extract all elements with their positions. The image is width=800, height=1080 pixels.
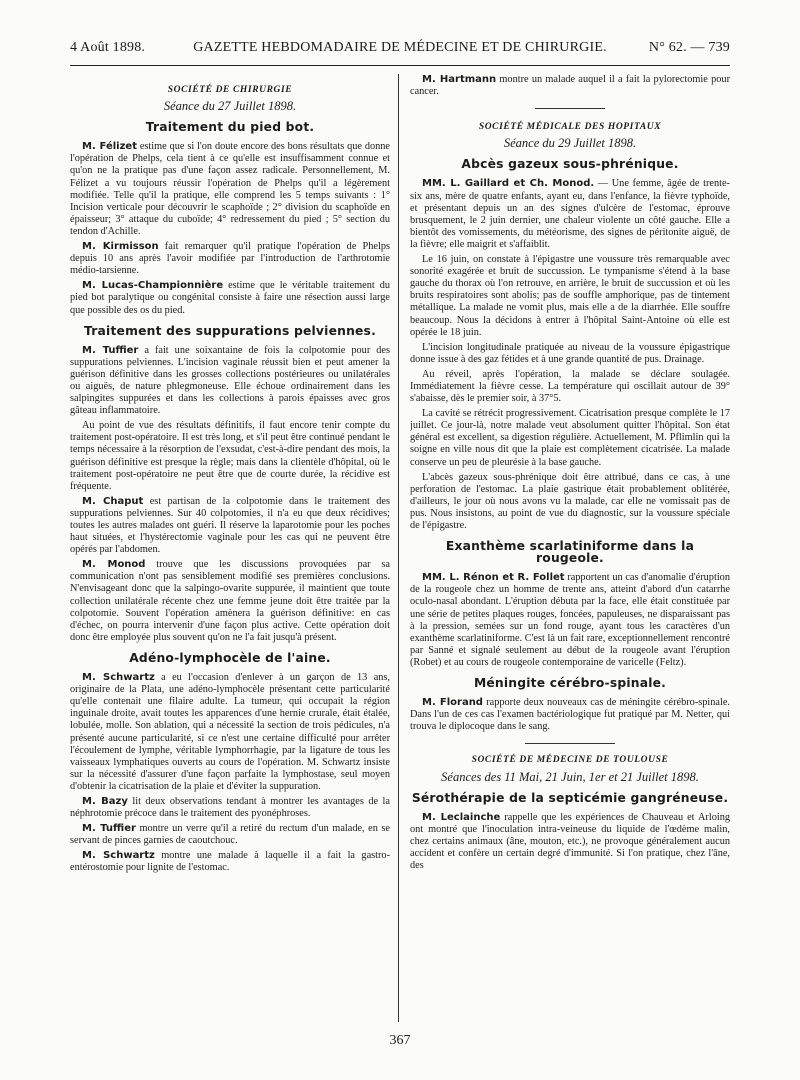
paragraph [70, 850, 390, 874]
paragraph: La cavité se rétrécit progressivement. Cicatrisation presque complète le 17 juillet. Ce jour-là, notre malade veut absolument quitter l'hôpital. Son état général est excellent, sa digestion régulière. Actuellement, M. Pflimlin qui la soigne en ville nous dit que la plaie est complètement cicatrisée. La malade conserve un peu de pleurésie à la base gauche. [410, 408, 730, 468]
paragraph-text: lit deux observations tendant à montrer les avantages de la néphrotomie précoce dans le traitement des pyonéphroses. [70, 795, 390, 820]
paragraph-text: rapporte deux nouveaux cas de méningite cérébro-spinale. Dans l'un de ces cas l'examen bactériologique fut pratiqué par M. Netter, qui trouva le diplocoque dans le sang. [410, 697, 730, 733]
paragraph: L'abcès gazeux sous-phrénique doit être attribué, dans ce cas, à une perforation de l'estomac. La plaie gastrique était probablement oblitérée, d'ailleurs, le jour où nous avons vu la malade, car elle ne vomissait pas de pus. Nous insistons, au point de vue du diagnostic, sur la voussure spéciale de l'épigastre. [410, 471, 730, 531]
society-heading: SOCIÉTÉ MÉDICALE DES HOPITAUX [478, 122, 662, 133]
section-title: Traitement des suppurations pelviennes. [84, 323, 376, 338]
paragraph-text: rappelle que les expériences de Chauveau et Arloing ont montré que l'inoculation intra-veineuse du liquide de l'œdème malin, chez certains animaux (âne, mouton, etc.), ne provoque généralement aucun accident et confère un certain degré d'immunité. Si l'on pratique, chez l'âne, des [410, 811, 730, 872]
speaker-name: M. Chaput [82, 495, 144, 507]
paragraph-text: fait remarquer qu'il pratique l'opération de Phelps depuis 10 ans après l'avoir modifiée par l'introduction de l'arthrotomie médio-tarsienne. [70, 241, 390, 277]
speaker-name: M. Hartmann [422, 74, 497, 85]
session-date: Séance du 29 Juillet 1898. [503, 136, 637, 151]
speaker-name: M. Tuffier [82, 823, 136, 835]
paragraph [70, 241, 390, 277]
speaker-name: M. Monod [82, 559, 146, 571]
section-divider [525, 743, 615, 744]
section-title: Méningite cérébro-spinale. [473, 676, 667, 691]
section-title: Sérothérapie de la septicémie gangréneuse. [411, 790, 729, 805]
paragraph [70, 141, 390, 238]
speaker-name: M. Schwartz [82, 672, 155, 684]
header-rule [70, 65, 730, 66]
page-number: 367 [389, 1033, 411, 1048]
paragraph-text: a fait une soixantaine de fois la colpotomie pour des suppurations pelviennes. L'incision vaginale réussit bien et peut amener la guérison définitive dans les grosses collections postérieures ou unilatérales ou aiguës, de nature phlegmoneuse. Elle échoue ordinairement dans les salpingites suppurées et dans les collections à parois épaisses avec gros gâteau inflammatoire. [70, 344, 390, 417]
paragraph-text: — Une femme, âgée de trente-six ans, mère de quatre enfants, ayant eu, dans l'enfance, la fièvre typhoïde, et présentant depuis un an des signes d'ulcère de l'estomac, éprouve brusquement, le 2 juin dernier, une chaleur violente un côté gauche. Elle a bientôt des vomissements, du météorisme, des signes de péritonite aiguë, de la fièvre; elle maigrit et s'affaiblit. [410, 178, 730, 250]
speaker-name: M. Bazy [82, 795, 128, 807]
paragraph [410, 572, 730, 669]
left-column [70, 74, 390, 1024]
society-heading: SOCIÉTÉ DE CHIRURGIE [167, 85, 293, 95]
paragraph [410, 178, 730, 251]
paragraph [410, 812, 730, 872]
section-title: Abcès gazeux sous-phrénique. [461, 157, 679, 172]
section-divider [535, 108, 605, 109]
section-title: Adéno-lymphocèle de l'aine. [129, 650, 331, 665]
paragraph [70, 559, 390, 644]
speaker-name: MM. L. Rénon et R. Follet [422, 572, 565, 584]
running-header [70, 40, 730, 58]
speaker-name: M. Tuffier [82, 344, 139, 356]
paragraph [70, 345, 390, 418]
paragraph [410, 74, 730, 98]
paragraph: Le 16 juin, on constate à l'épigastre une voussure très remarquable avec sonorité exagérée et bruit de succussion. Le tympanisme s'étend à la base gauche du thorax où l'on retrouve, en arrière, le bruit de succussion et où les bruits respiratoires sont abolis; pas de souffle amphorique, pas de tintement métallique. La malade ne vomit plus, mais elle a de la diarrhée. Elle souffre beaucoup. Nous la décidons à entrer à l'hôpital Saint-Antoine où elle est opérée le 18 juin. [410, 254, 730, 338]
header-date: 4 Août 1898. [70, 40, 146, 55]
paragraph [70, 796, 390, 820]
header-journal-title: GAZETTE HEBDOMADAIRE DE MÉDECINE ET DE CHIRURGIE. [193, 40, 607, 55]
session-date: Séances des 11 Mai, 21 Juin, 1er et 21 Juillet 1898. [441, 769, 699, 784]
society-heading: SOCIÉTÉ DE MÉDECINE DE TOULOUSE [471, 755, 669, 766]
paragraph-text: montre une malade à laquelle il a fait la gastro-entérostomie pour lignite de l'estomac. [70, 850, 390, 874]
paragraph-text: rapportent un cas d'anomalie d'éruption de la rougeole chez un homme de trente ans, atteint d'abord d'un catarrhe oculo-nasal abondant. L'éruption débuta par la face, elle était constituée par une série de petites plaques rouges, foncées, papuleuses, ne disparaissant pas à la pression, semées sur un fond rouge, ayant tous les caractères d'un exanthème scarlatiniforme. C'est là un fait rare, exceptionnellement rencontré par Sanné et signalé seulement au début de la rougeole avant l'éruption (Robet) et au cours de rougeole contemporaine de varicelle (Feltz). [410, 572, 730, 668]
speaker-name: MM. L. Gaillard et Ch. Monod. [422, 178, 595, 190]
speaker-name: M. Florand [422, 697, 483, 709]
paragraph [70, 672, 390, 793]
paragraph-text: est partisan de la colpotomie dans le traitement des suppurations pelviennes. Sur 40 colpotomies, il n'a eu que deux récidives; toutes les autres malades ont guéri. Il réserve la laparotomie pour les poches haut situées, et l'hystérectomie vaginale pour les cas qui ne peuvent être opérés par l'abdomen. [70, 495, 390, 556]
paragraph [70, 280, 390, 316]
speaker-name: M. Kirmisson [82, 241, 159, 253]
column-divider [398, 74, 399, 1022]
paragraph-text: estime que le véritable traitement du pied bot paralytique ou congénital consiste à faire une résection aussi large que possible des os du pied. [70, 280, 390, 316]
paragraph-text: montre un verre qu'il a retiré du rectum d'un malade, en se servant de pinces garnies de caoutchouc. [70, 823, 390, 847]
paragraph: Au point de vue des résultats définitifs, il faut encore tenir compte du traitement post-opératoire. Il est très long, et s'il peut être continué pendant le temps nécessaire à la résorption de l'exsudat, c'est-à-dire pendant des mois, la guérison définitive est presque la règle; mais dans la clientèle d'hôpital, où le traitement post-opératoire ne peut être que de courte durée, la récidive est fréquente. [70, 420, 390, 492]
section-title: Exanthème scarlatiniforme dans la rougeole. [445, 539, 695, 566]
paragraph-text: trouve que les discussions provoquées par sa communication n'ont pas sensiblement modifié ses premières conclusions. N'envisageant donc que la salpingo-ovarite suppurée, il maintient que toute collection unilatérale récente chez une femme jeune doit être traitée par la colpotomie. Souvent l'opération amènera la guérison définitive: en cas d'échec, on pourra intervenir d'une façon plus active. Cette opération doit donc être employée plus souvent qu'on ne l'a fait jusqu'à présent. [70, 559, 390, 643]
paragraph [70, 823, 390, 847]
paragraph-text: estime que si l'on doute encore des bons résultats que donne l'opération de Phelps, cela tient à ce qu'elle est insuffisamment connue et qu'on ne la pratique pas d'une façon assez radicale. Personnellement, M. Félizet a vu toujours réussir l'opération de Phelps qu'il a légèrement modifiée. Telle qu'il la pratique, elle comprend les 5 temps suivants : 1° Incision verticale pour découvrir le scaphoïde ; 2° division du scaphoïde en épaisseur; 3° attaque du cuboïde; 4° redressement du pied ; 5° section du tendon d'Achille. [70, 141, 390, 237]
paragraph-text: a eu l'occasion d'enlever à un garçon de 13 ans, originaire de la Plata, une adéno-lymphocèle présentant cette particularité qu'elle contenait une filaire adulte. La tumeur, qui occupait la région inguinale droite, avait toutes les apparences d'une hernie crurale, était étalée, lobulée, molle. Son ablation, qui a nécessité la section de trois pédicules, n'a présenté aucune particularité, si ce n'est une certaine difficulté pour arrêter l'écoulement de lymphe, véritable lymphorrhagie, par la ligature de tous les vaisseaux lymphatiques ouverts au cours de l'opération. M. Schwartz insiste sur la nécessité d'assurer d'une façon parfaite la lymphostase, seul moyen d'obtenir la cicatrisation de la plaie et d'éviter la suppuration. [70, 672, 390, 792]
paragraph-text: montre un malade auquel il a fait la pylorectomie pour cancer. [410, 74, 730, 98]
paragraph: L'incision longitudinale pratiquée au niveau de la voussure épigastrique donne issue à des gaz fétides et à une grande quantité de pus. Drainage. [410, 341, 730, 365]
speaker-name: M. Leclainche [422, 811, 501, 823]
paragraph: Au réveil, après l'opération, la malade se déclare soulagée. Immédiatement la fièvre cesse. La température qui oscillait autour de 39° s'abaisse, dès le premier soir, à 37°5. [410, 368, 730, 405]
right-column [410, 74, 730, 1024]
speaker-name: M. Lucas-Championnière [82, 280, 224, 292]
speaker-name: M. Félizet [82, 141, 137, 153]
paragraph [70, 496, 390, 556]
paragraph [410, 697, 730, 733]
section-title: Traitement du pied bot. [145, 120, 315, 135]
header-issue-number: N° 62. — 739 [648, 40, 730, 55]
session-date: Séance du 27 Juillet 1898. [163, 99, 297, 114]
speaker-name: M. Schwartz [82, 850, 155, 862]
